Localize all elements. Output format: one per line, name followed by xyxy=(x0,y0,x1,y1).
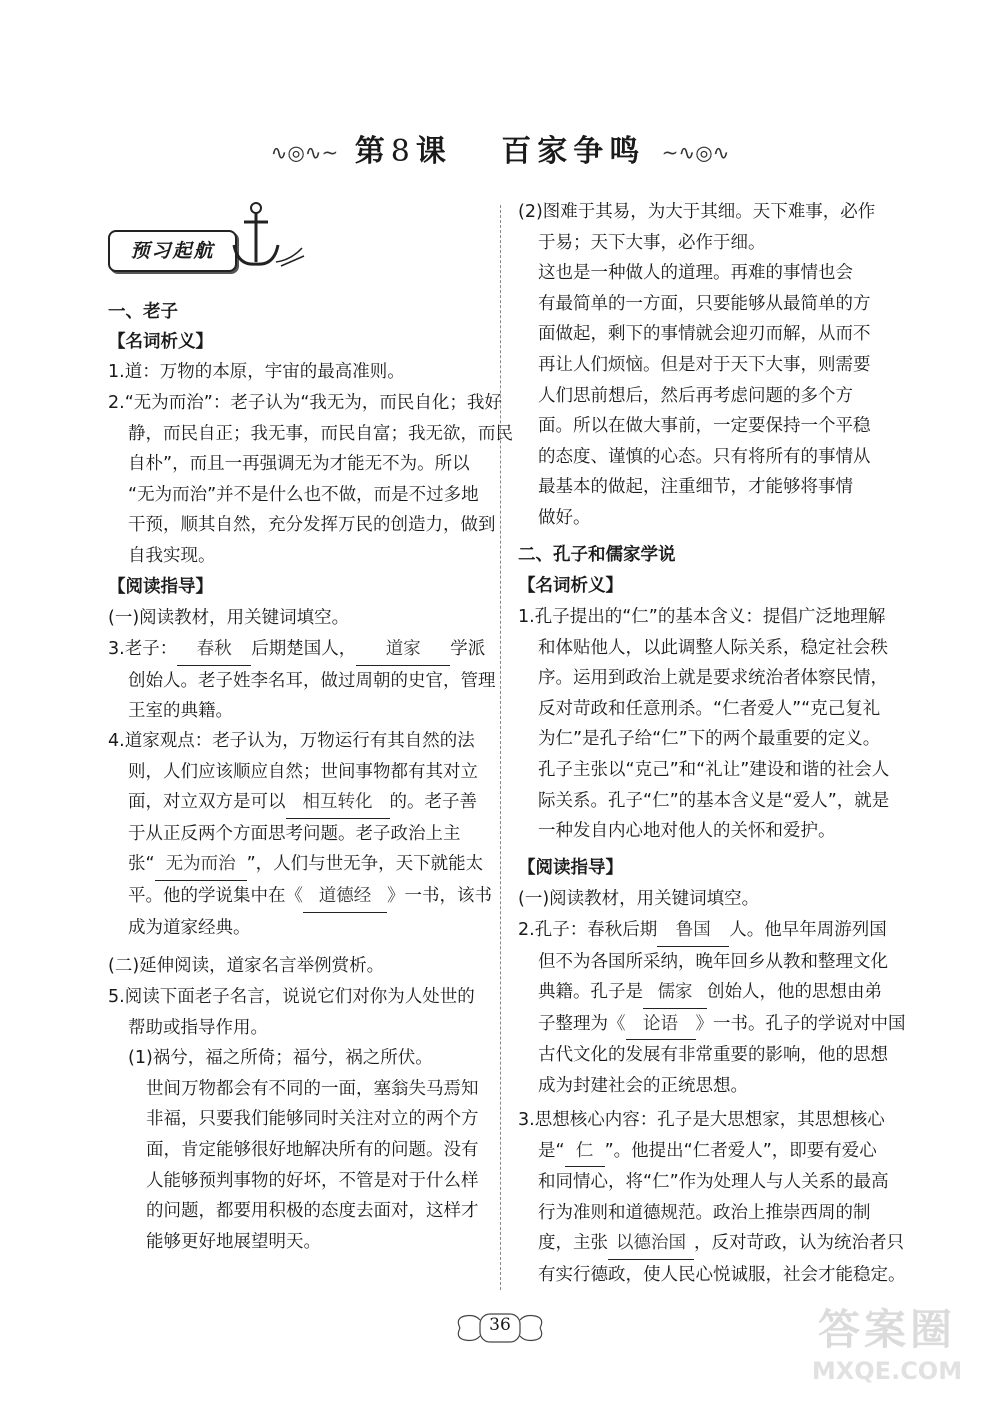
watermark-logo-text: 答案圈 xyxy=(817,1305,956,1354)
column-divider xyxy=(500,205,501,1290)
answer-blank: 以德治国 xyxy=(608,1228,694,1260)
reading-instruction: (二)延伸阅读，道家名言举例赏析。 xyxy=(108,956,385,976)
answer-blank: 道家 xyxy=(356,634,450,666)
banner-label: 预习起航 xyxy=(108,230,237,272)
term-item: 2.“无为而治”：老子认为“我无为，而民自化；我好 静，而民自正；我无事，而民自富；我无欲，而民 自朴”，而且一再强调无为才能无不为。所以 “无为而治”并不是什么也不做，而是不过多地 干预，顺其自然，充分发挥万民的创造力，做到 自我实现。 xyxy=(108,393,513,566)
lesson-name: 百家争鸣 xyxy=(501,134,646,169)
answer-blank: 儒家 xyxy=(643,977,707,1009)
term-item: 1.孔子提出的“仁”的基本含义：提倡广泛地理解 和体贴他人，以此调整人际关系，稳定社会秩 序。运用到政治上就是要求统治者体察民情， 反对苛政和任意刑杀。“仁者爱人”“克己复礼 为仁”是孔子给“仁”下的两个最重要的定义。 孔子主张以“克己”和“礼让”建设和谐的社会人 际关系。孔子“仁”的基本含义是“爱人”，就是 一种发自内心地对他人的关怀和爱护。 xyxy=(518,607,890,842)
answer-blank: 鲁国 xyxy=(657,915,729,947)
section-heading: 一、老子 xyxy=(108,302,178,322)
watermark-url: MXQE.COM xyxy=(811,1357,963,1385)
reading-instruction: (一)阅读教材，用关键词填空。 xyxy=(518,889,760,909)
reading-instruction: (一)阅读教材，用关键词填空。 xyxy=(108,608,350,628)
answer-blank: 仁 xyxy=(565,1136,605,1168)
page-number xyxy=(450,1308,550,1348)
question-2: 2.孔子：春秋后期 鲁国 人。他早年周游列国 但不为各国所采纳，晚年回乡从教和整理文化 典籍。孔子是 儒家 创始人，他的思想由弟 子整理为《 论语 》一书。孔子的学说对中国 古代文化的发展有非常重要的影响，他的思想 成为封建社会的正统思想。 xyxy=(518,915,906,1102)
lesson-word: 课 xyxy=(415,134,452,169)
left-swirl-ornament: ∿◎∿~ xyxy=(270,140,339,165)
answer-blank: 论语 xyxy=(626,1009,696,1041)
question-5-part-2: (2)图难于其易，为大于其细。天下难事，必作 于易；天下大事，必作于细。 这也是一种做人的道理。再难的事情也会 有最简单的一方面，只要能够从最简单的方 面做起，剩下的事情就会迎刃而解，从而不 再让人们烦恼。但是对于天下大事，则需要 人们思前想后，然后再考虑问题的多个方 面。所以在做大事前，一定要保持一个平稳 的态度、谨慎的心态。只有将所有的事情从 最基本的做起，注重细节，才能够将事情 做好。 xyxy=(518,202,876,528)
answer-blank: 无为而治 xyxy=(155,849,247,881)
answer-blank: 春秋 xyxy=(177,634,251,666)
page-number-text: 36 xyxy=(489,1315,511,1335)
reading-tag: 【阅读指导】 xyxy=(108,577,213,597)
question-3: 3.老子： 春秋 后期楚国人， 道家 学派 创始人。老子姓李名耳，做过周朝的史官，管理 王室的典籍。 xyxy=(108,634,496,727)
question-5: 5.阅读下面老子名言，说说它们对你为人处世的 帮助或指导作用。 (1)祸兮，福之所倚；福兮，祸之所伏。 世间万物都会有不同的一面，塞翁失马焉知 非福，只要我们能够同时关注对立的两个方 面，肯定能够很好地解决所有的问题。没有 人能够预判事物的好坏，不管是对于什么样 的问题，都要用积极的态度去面对，这样才 能够更好地展望明天。 xyxy=(108,987,479,1252)
anchor-icon xyxy=(226,200,306,272)
section-heading: 二、孔子和儒家学说 xyxy=(518,545,676,565)
question-3: 3.思想核心内容：孔子是大思想家，其思想核心 是“ 仁 ”。他提出“仁者爱人”，即要有爱心 和同情心，将“仁”作为处理人与人关系的最高 行为准则和道德规范。政治上推崇西周的制 度，主张 以德治国 ，反对苛政，认为统治者只 有实行德政，使人民心悦诚服，社会才能稳定。 xyxy=(518,1110,906,1285)
answer-blank: 相互转化 xyxy=(286,787,390,819)
right-swirl-ornament: ~∿◎∿ xyxy=(661,140,730,165)
preview-banner xyxy=(108,200,308,275)
site-watermark xyxy=(792,1297,982,1392)
terms-tag: 【名词析义】 xyxy=(518,576,623,596)
question-4: 4.道家观点：老子认为，万物运行有其自然的法 则，人们应该顺应自然；世间事物都有其对立 面，对立双方是可以 相互转化 的。老子善 于从正反两个方面思考问题。老子政治上主 张“ 无为而治 ”，人们与世无争，天下就能太 平。他的学说集中在《 道德经 》一书，该书 成为道家经典。 xyxy=(108,731,492,938)
answer-blank: 道德经 xyxy=(303,881,387,913)
terms-tag: 【名词析义】 xyxy=(108,332,213,352)
reading-tag: 【阅读指导】 xyxy=(518,858,623,878)
lesson-number: 8 xyxy=(390,134,416,169)
page-title xyxy=(0,126,1000,170)
term-item: 1.道：万物的本原，宇宙的最高准则。 xyxy=(108,362,405,382)
lesson-prefix: 第 xyxy=(354,134,391,169)
